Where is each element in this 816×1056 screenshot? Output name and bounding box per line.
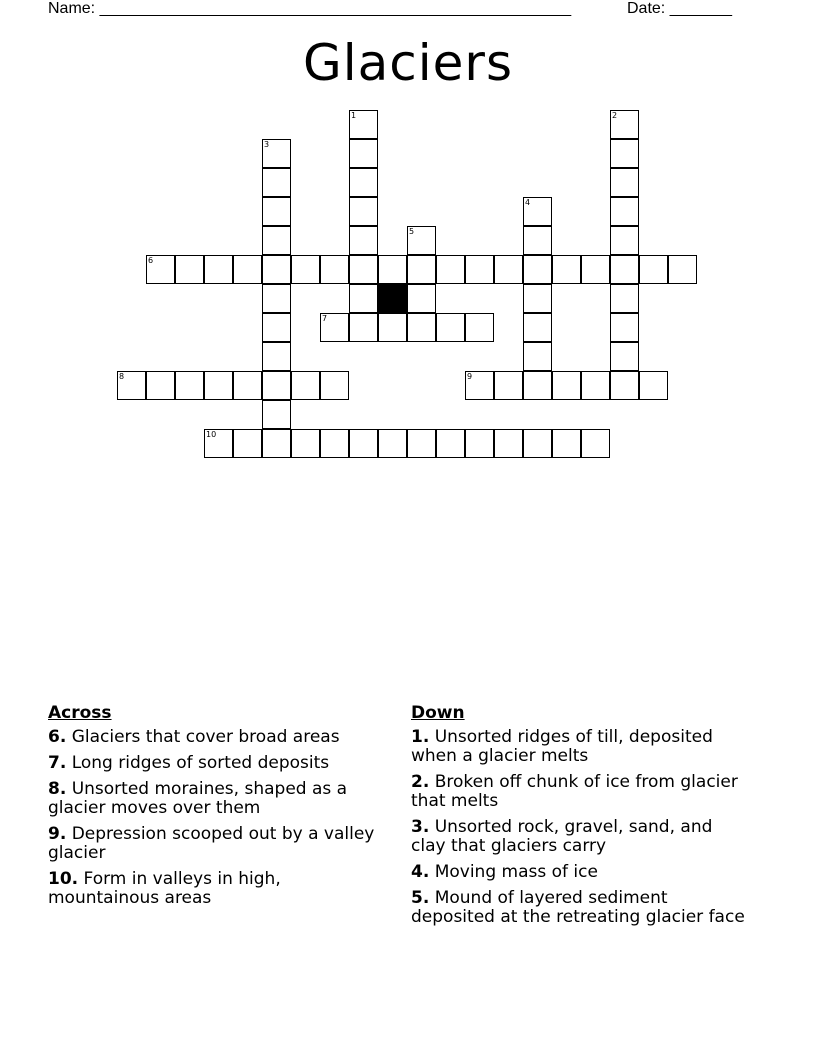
answer-square[interactable] [552, 255, 581, 284]
date-field-line: Date: _______ [627, 0, 732, 17]
answer-square[interactable] [552, 429, 581, 458]
answer-square[interactable] [436, 429, 465, 458]
clue-number: 1. [411, 727, 430, 747]
clue-text: Mound of layered sediment deposited at the retreating glacier face [411, 888, 745, 927]
answer-square[interactable] [610, 110, 639, 139]
down-clues [411, 704, 751, 934]
clue-text: Broken off chunk of ice from glacier that melts [411, 772, 738, 811]
clue-number: 5. [411, 888, 430, 908]
answer-square[interactable] [407, 429, 436, 458]
answer-square[interactable] [320, 313, 349, 342]
answer-square[interactable] [523, 284, 552, 313]
answer-square[interactable] [349, 429, 378, 458]
answer-square[interactable] [610, 139, 639, 168]
answer-square[interactable] [204, 429, 233, 458]
answer-square[interactable] [262, 313, 291, 342]
answer-square[interactable] [262, 197, 291, 226]
answer-square[interactable] [262, 342, 291, 371]
answer-square[interactable] [146, 371, 175, 400]
answer-square[interactable] [349, 226, 378, 255]
answer-square[interactable] [262, 226, 291, 255]
answer-square[interactable] [262, 284, 291, 313]
answer-square[interactable] [378, 429, 407, 458]
answer-square[interactable] [262, 139, 291, 168]
answer-square[interactable] [349, 139, 378, 168]
down-clue [411, 863, 751, 882]
clue-number: 3. [411, 817, 430, 837]
answer-square[interactable] [610, 226, 639, 255]
clue-number: 7. [48, 753, 67, 773]
answer-square[interactable] [436, 313, 465, 342]
clue-text: Long ridges of sorted deposits [71, 753, 330, 773]
name-field-line: Name: _____________________________________________________ [48, 0, 572, 17]
answer-square[interactable] [233, 255, 262, 284]
across-clue [48, 825, 388, 863]
answer-square[interactable] [610, 342, 639, 371]
answer-square[interactable] [610, 371, 639, 400]
answer-square[interactable] [610, 255, 639, 284]
clue-text: Moving mass of ice [434, 862, 598, 882]
answer-square[interactable] [523, 429, 552, 458]
answer-square[interactable] [262, 429, 291, 458]
clue-text: Unsorted moraines, shaped as a glacier moves over them [48, 779, 348, 818]
answer-square[interactable] [494, 255, 523, 284]
answer-square[interactable] [349, 284, 378, 313]
answer-square[interactable] [581, 371, 610, 400]
answer-square[interactable] [407, 226, 436, 255]
answer-square[interactable] [175, 255, 204, 284]
answer-square[interactable] [320, 255, 349, 284]
puzzle-title: Glaciers [302, 34, 514, 92]
clue-number-label: 2 [612, 111, 618, 120]
clue-number: 6. [48, 727, 67, 747]
answer-square[interactable] [349, 168, 378, 197]
clue-text: Depression scooped out by a valley glacier [48, 824, 375, 863]
clue-text: Unsorted ridges of till, deposited when a glacier melts [411, 727, 713, 766]
answer-square[interactable] [436, 255, 465, 284]
down-clue [411, 728, 751, 766]
answer-square[interactable] [349, 313, 378, 342]
answer-square[interactable] [407, 255, 436, 284]
clue-number-label: 3 [264, 140, 270, 149]
black-square [378, 284, 407, 313]
answer-square[interactable] [610, 168, 639, 197]
answer-square[interactable] [465, 371, 494, 400]
across-clue [48, 870, 388, 908]
answer-square[interactable] [465, 255, 494, 284]
clue-text: Form in valleys in high, mountainous areas [48, 869, 281, 908]
answer-square[interactable] [523, 342, 552, 371]
clue-number-label: 7 [322, 314, 328, 323]
across-heading: Across [48, 703, 112, 723]
clue-number-label: 1 [351, 111, 357, 120]
clue-number: 8. [48, 779, 67, 799]
answer-square[interactable] [523, 313, 552, 342]
down-clue [411, 773, 751, 811]
answer-square[interactable] [349, 197, 378, 226]
answer-square[interactable] [320, 371, 349, 400]
answer-square[interactable] [581, 255, 610, 284]
clue-number: 10. [48, 869, 79, 889]
answer-square[interactable] [262, 371, 291, 400]
answer-square[interactable] [291, 255, 320, 284]
answer-square[interactable] [378, 313, 407, 342]
answer-square[interactable] [523, 255, 552, 284]
answer-square[interactable] [378, 255, 407, 284]
answer-square[interactable] [320, 429, 349, 458]
answer-square[interactable] [175, 371, 204, 400]
answer-square[interactable] [349, 110, 378, 139]
clue-number-label: 8 [119, 372, 125, 381]
answer-square[interactable] [233, 429, 262, 458]
answer-square[interactable] [204, 371, 233, 400]
answer-square[interactable] [639, 255, 668, 284]
answer-square[interactable] [523, 226, 552, 255]
answer-square[interactable] [465, 429, 494, 458]
down-clue [411, 889, 751, 927]
answer-square[interactable] [610, 284, 639, 313]
answer-square[interactable] [610, 197, 639, 226]
answer-square[interactable] [581, 429, 610, 458]
crossword-grid [0, 0, 816, 470]
across-clue [48, 754, 388, 773]
clue-number-label: 6 [148, 256, 154, 265]
answer-square[interactable] [262, 255, 291, 284]
answer-square[interactable] [204, 255, 233, 284]
answer-square[interactable] [262, 400, 291, 429]
answer-square[interactable] [668, 255, 697, 284]
answer-square[interactable] [523, 197, 552, 226]
clue-number: 2. [411, 772, 430, 792]
clue-number-label: 9 [467, 372, 473, 381]
answer-square[interactable] [291, 429, 320, 458]
answer-square[interactable] [465, 313, 494, 342]
answer-square[interactable] [291, 371, 320, 400]
answer-square[interactable] [639, 371, 668, 400]
answer-square[interactable] [233, 371, 262, 400]
clue-number-label: 10 [206, 430, 217, 439]
answer-square[interactable] [552, 371, 581, 400]
answer-square[interactable] [146, 255, 175, 284]
down-clue [411, 818, 751, 856]
clue-text: Unsorted rock, gravel, sand, and clay that glaciers carry [411, 817, 713, 856]
across-clues [48, 704, 388, 915]
answer-square[interactable] [117, 371, 146, 400]
clue-number-label: 4 [525, 198, 531, 207]
answer-square[interactable] [494, 371, 523, 400]
answer-square[interactable] [610, 313, 639, 342]
answer-square[interactable] [349, 255, 378, 284]
clue-text: Glaciers that cover broad areas [71, 727, 340, 747]
answer-square[interactable] [523, 371, 552, 400]
across-clue [48, 728, 388, 747]
across-clue [48, 780, 388, 818]
clue-number: 9. [48, 824, 67, 844]
answer-square[interactable] [407, 313, 436, 342]
clue-number-label: 5 [409, 227, 415, 236]
answer-square[interactable] [262, 168, 291, 197]
answer-square[interactable] [494, 429, 523, 458]
clue-number: 4. [411, 862, 430, 882]
answer-square[interactable] [407, 284, 436, 313]
down-heading: Down [411, 703, 465, 723]
